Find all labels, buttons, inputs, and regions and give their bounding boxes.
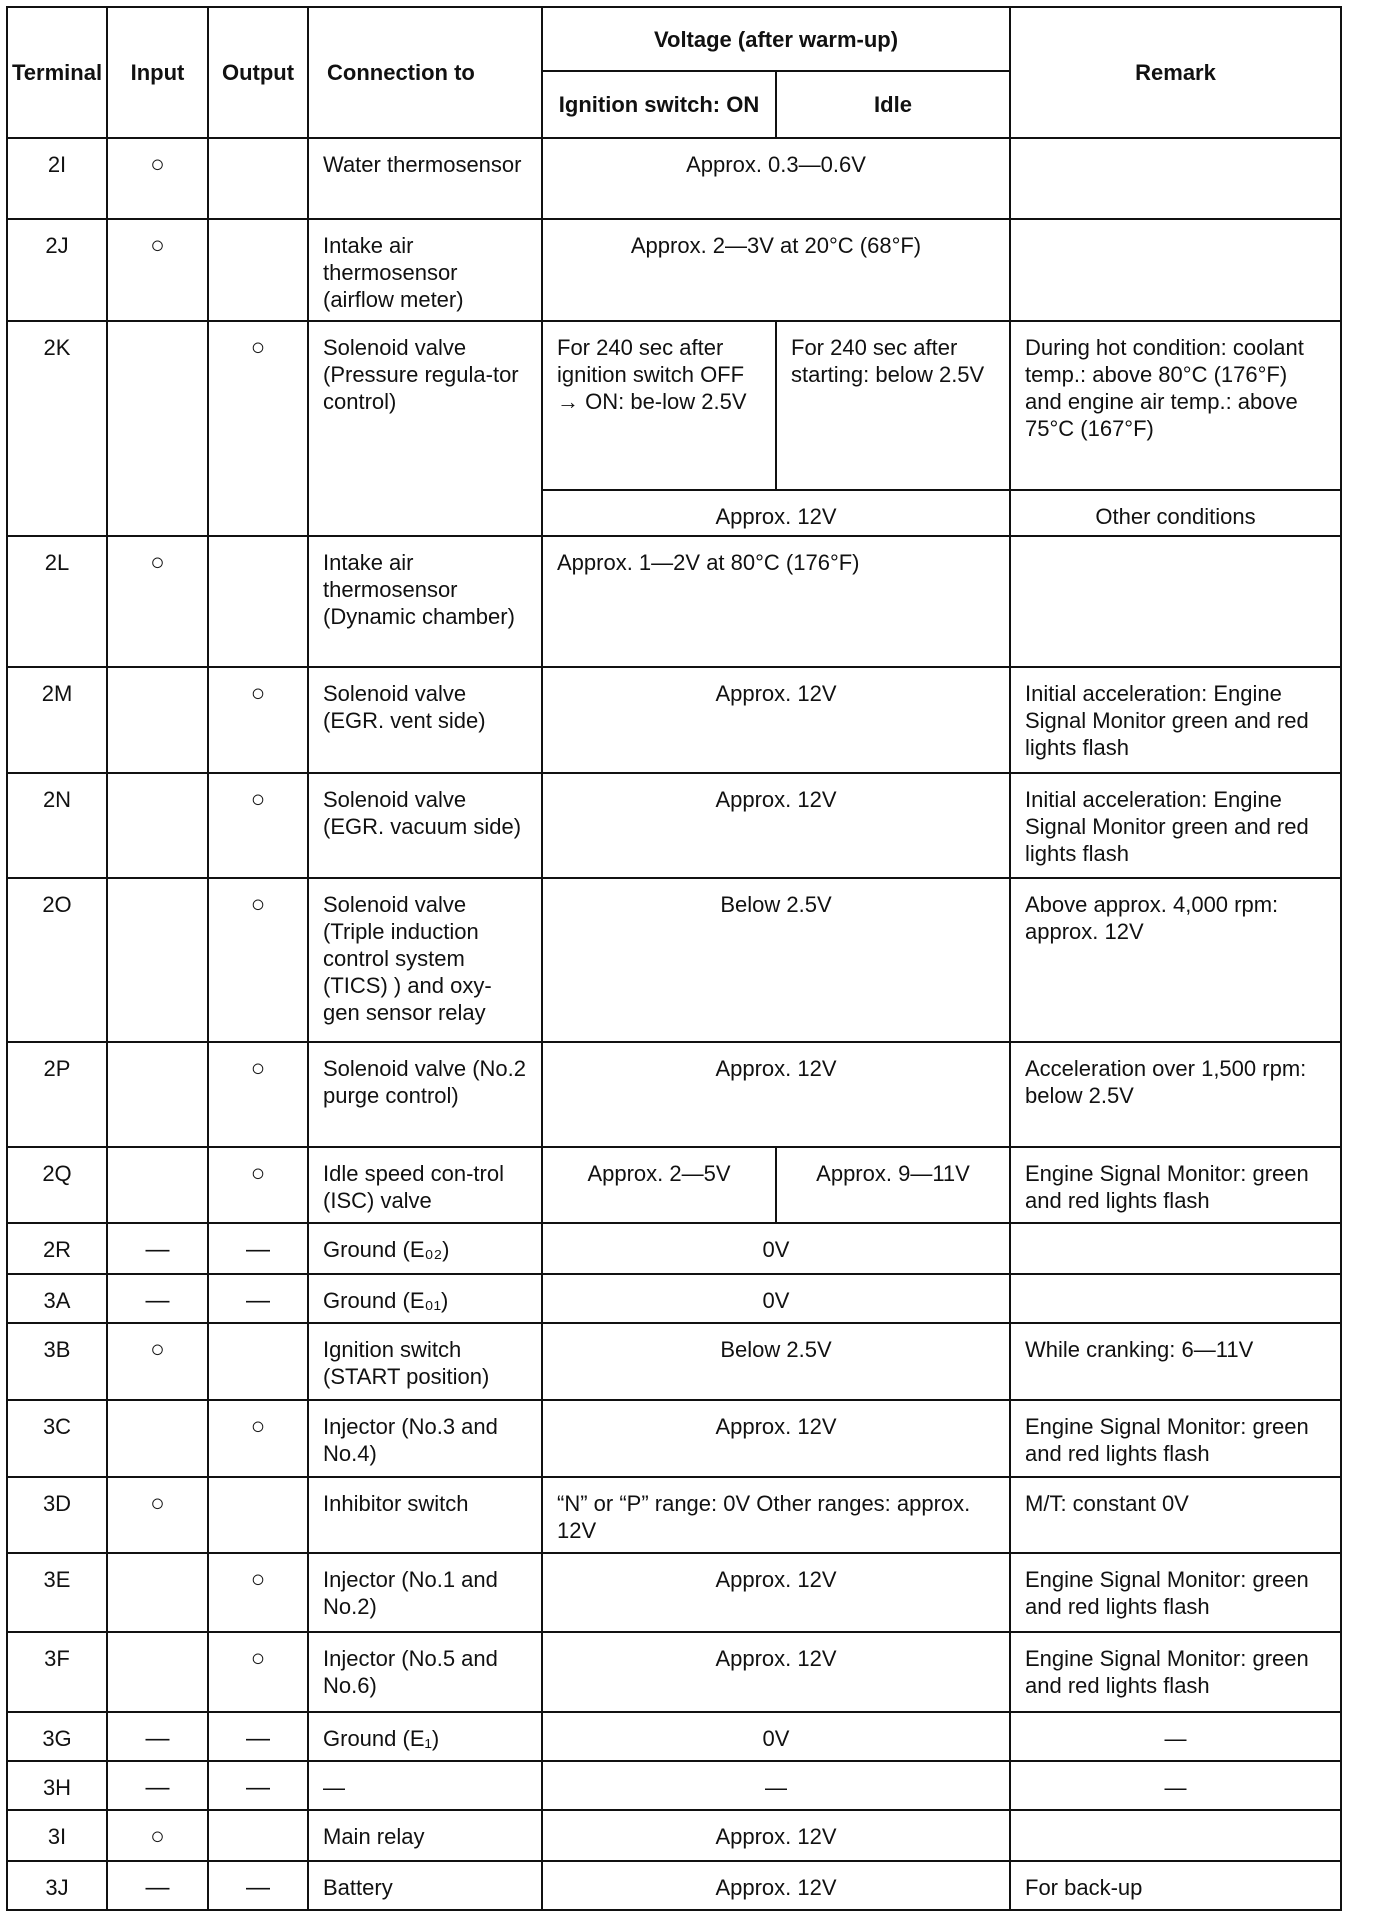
terminal-cell: 3J <box>7 1861 107 1910</box>
input-cell <box>107 667 208 773</box>
output-cell: — <box>208 1712 308 1761</box>
voltage-cell: Approx. 12V <box>542 1861 1010 1910</box>
input-cell: ○ <box>107 219 208 321</box>
connection-cell: — <box>308 1761 542 1810</box>
idle-voltage-cell: Approx. 9—11V <box>776 1147 1010 1223</box>
terminal-cell: 2R <box>7 1223 107 1274</box>
table-body <box>7 138 1341 1910</box>
terminal-voltage-table <box>6 6 1342 1911</box>
table-row <box>7 1761 1341 1810</box>
ignition-voltage-cell: Approx. 2—5V <box>542 1147 776 1223</box>
output-cell: ○ <box>208 878 308 1042</box>
output-cell: — <box>208 1861 308 1910</box>
remark-cell: Engine Signal Monitor: green and red lights flash <box>1010 1147 1341 1223</box>
table-row <box>7 1400 1341 1477</box>
table-row <box>7 1274 1341 1323</box>
header-connection: Connection to <box>308 7 542 138</box>
input-cell <box>107 878 208 1042</box>
connection-cell: Ground (E₀₂) <box>308 1223 542 1274</box>
connection-cell: Solenoid valve (Triple induction control system (TICS) ) and oxy-gen sensor relay <box>308 878 542 1042</box>
connection-cell: Injector (No.5 and No.6) <box>308 1632 542 1712</box>
output-cell <box>208 138 308 219</box>
input-cell: — <box>107 1274 208 1323</box>
header-input: Input <box>107 7 208 138</box>
input-cell: ○ <box>107 138 208 219</box>
table-row <box>7 1042 1341 1147</box>
input-cell <box>107 773 208 878</box>
connection-cell: Solenoid valve (EGR. vacuum side) <box>308 773 542 878</box>
output-cell: ○ <box>208 1553 308 1632</box>
output-cell <box>208 1477 308 1553</box>
header-output: Output <box>208 7 308 138</box>
input-cell <box>107 1042 208 1147</box>
table-row <box>7 878 1341 1042</box>
table-row <box>7 138 1341 219</box>
remark-cell: While cranking: 6—11V <box>1010 1323 1341 1400</box>
input-cell <box>107 1553 208 1632</box>
terminal-cell: 2N <box>7 773 107 878</box>
voltage-cell: 0V <box>542 1223 1010 1274</box>
idle-voltage-cell: For 240 sec after starting: below 2.5V <box>776 321 1010 490</box>
table-row <box>7 1632 1341 1712</box>
input-cell: — <box>107 1761 208 1810</box>
input-cell <box>107 1632 208 1712</box>
input-cell <box>107 321 208 536</box>
terminal-cell: 2P <box>7 1042 107 1147</box>
input-cell: — <box>107 1223 208 1274</box>
voltage-cell: 0V <box>542 1274 1010 1323</box>
connection-cell: Battery <box>308 1861 542 1910</box>
table-row <box>7 1147 1341 1223</box>
terminal-cell: 2O <box>7 878 107 1042</box>
remark-cell: Engine Signal Monitor: green and red lights flash <box>1010 1632 1341 1712</box>
voltage-cell: Approx. 12V <box>542 1042 1010 1147</box>
output-cell <box>208 1323 308 1400</box>
input-cell: — <box>107 1712 208 1761</box>
input-cell: — <box>107 1861 208 1910</box>
voltage-cell: Approx. 12V <box>542 667 1010 773</box>
header-remark: Remark <box>1010 7 1341 138</box>
table-row <box>7 219 1341 321</box>
table-row <box>7 1553 1341 1632</box>
output-cell: ○ <box>208 773 308 878</box>
voltage-cell: — <box>542 1761 1010 1810</box>
terminal-cell: 2I <box>7 138 107 219</box>
output-cell: ○ <box>208 1632 308 1712</box>
terminal-cell: 3G <box>7 1712 107 1761</box>
terminal-cell: 3F <box>7 1632 107 1712</box>
table-row <box>7 321 1341 490</box>
input-cell <box>107 1400 208 1477</box>
connection-cell: Ignition switch (START position) <box>308 1323 542 1400</box>
connection-cell: Injector (No.1 and No.2) <box>308 1553 542 1632</box>
remark-cell: Engine Signal Monitor: green and red lights flash <box>1010 1553 1341 1632</box>
input-cell <box>107 1147 208 1223</box>
output-cell: ○ <box>208 1042 308 1147</box>
output-cell: ○ <box>208 667 308 773</box>
remark-cell: — <box>1010 1712 1341 1761</box>
terminal-cell: 2L <box>7 536 107 667</box>
output-cell: ○ <box>208 1400 308 1477</box>
remark-cell <box>1010 536 1341 667</box>
remark-cell <box>1010 1223 1341 1274</box>
connection-cell: Intake air thermosensor (Dynamic chamber) <box>308 536 542 667</box>
connection-cell: Solenoid valve (EGR. vent side) <box>308 667 542 773</box>
output-cell <box>208 1810 308 1861</box>
remark-cell: Above approx. 4,000 rpm: approx. 12V <box>1010 878 1341 1042</box>
remark-cell: During hot condition: coolant temp.: above 80°C (176°F) and engine air temp.: above 75°C (167°F) <box>1010 321 1341 490</box>
output-cell <box>208 219 308 321</box>
header-ignition: Ignition switch: ON <box>542 71 776 138</box>
voltage-cell: Approx. 12V <box>542 773 1010 878</box>
terminal-cell: 2K <box>7 321 107 536</box>
output-cell: ○ <box>208 1147 308 1223</box>
input-cell: ○ <box>107 1477 208 1553</box>
table-row <box>7 1810 1341 1861</box>
header-terminal: Terminal <box>7 7 107 138</box>
table-row <box>7 1223 1341 1274</box>
voltage-cell: Approx. 12V <box>542 1553 1010 1632</box>
terminal-cell: 2M <box>7 667 107 773</box>
voltage-cell: Approx. 0.3—0.6V <box>542 138 1010 219</box>
remark-cell: — <box>1010 1761 1341 1810</box>
remark-cell: For back-up <box>1010 1861 1341 1910</box>
voltage-cell: “N” or “P” range: 0V Other ranges: approx. 12V <box>542 1477 1010 1553</box>
ignition-voltage-cell: For 240 sec after ignition switch OFF → ON: be-low 2.5V <box>542 321 776 490</box>
remark-cell: Initial acceleration: Engine Signal Monitor green and red lights flash <box>1010 667 1341 773</box>
voltage-cell: Approx. 12V <box>542 1810 1010 1861</box>
terminal-cell: 3E <box>7 1553 107 1632</box>
output-cell: — <box>208 1274 308 1323</box>
connection-cell: Solenoid valve (No.2 purge control) <box>308 1042 542 1147</box>
terminal-cell: 3H <box>7 1761 107 1810</box>
remark-cell <box>1010 138 1341 219</box>
input-cell: ○ <box>107 1810 208 1861</box>
terminal-cell: 3I <box>7 1810 107 1861</box>
voltage-cell: Approx. 12V <box>542 1632 1010 1712</box>
header-voltage: Voltage (after warm-up) <box>542 7 1010 71</box>
table-row <box>7 536 1341 667</box>
table-row <box>7 1712 1341 1761</box>
table-row <box>7 1323 1341 1400</box>
connection-cell: Inhibitor switch <box>308 1477 542 1553</box>
connection-cell: Idle speed con-trol (ISC) valve <box>308 1147 542 1223</box>
connection-cell: Ground (E₁) <box>308 1712 542 1761</box>
voltage-cell: Below 2.5V <box>542 1323 1010 1400</box>
voltage-cell: Approx. 12V <box>542 1400 1010 1477</box>
output-cell: — <box>208 1761 308 1810</box>
connection-cell: Main relay <box>308 1810 542 1861</box>
remark-cell: Engine Signal Monitor: green and red lights flash <box>1010 1400 1341 1477</box>
table-row <box>7 1861 1341 1910</box>
remark-cell <box>1010 219 1341 321</box>
output-cell: ○ <box>208 321 308 536</box>
voltage-cell: Below 2.5V <box>542 878 1010 1042</box>
table-row <box>7 667 1341 773</box>
terminal-cell: 3D <box>7 1477 107 1553</box>
terminal-cell: 2J <box>7 219 107 321</box>
terminal-cell: 3A <box>7 1274 107 1323</box>
remark-cell: Other conditions <box>1010 490 1341 536</box>
remark-cell <box>1010 1274 1341 1323</box>
terminal-cell: 3B <box>7 1323 107 1400</box>
voltage-cell: Approx. 12V <box>542 490 1010 536</box>
remark-cell <box>1010 1810 1341 1861</box>
remark-cell: Acceleration over 1,500 rpm: below 2.5V <box>1010 1042 1341 1147</box>
table-row <box>7 1477 1341 1553</box>
table-row <box>7 773 1341 878</box>
connection-cell: Ground (E₀₁) <box>308 1274 542 1323</box>
connection-cell: Intake air thermosensor (airflow meter) <box>308 219 542 321</box>
voltage-cell: Approx. 2—3V at 20°C (68°F) <box>542 219 1010 321</box>
terminal-cell: 2Q <box>7 1147 107 1223</box>
header-idle: Idle <box>776 71 1010 138</box>
remark-cell: Initial acceleration: Engine Signal Monitor green and red lights flash <box>1010 773 1341 878</box>
connection-cell: Solenoid valve (Pressure regula-tor control) <box>308 321 542 536</box>
connection-cell: Water thermosensor <box>308 138 542 219</box>
voltage-cell: 0V <box>542 1712 1010 1761</box>
remark-cell: M/T: constant 0V <box>1010 1477 1341 1553</box>
output-cell <box>208 536 308 667</box>
input-cell: ○ <box>107 536 208 667</box>
terminal-cell: 3C <box>7 1400 107 1477</box>
output-cell: — <box>208 1223 308 1274</box>
connection-cell: Injector (No.3 and No.4) <box>308 1400 542 1477</box>
input-cell: ○ <box>107 1323 208 1400</box>
voltage-cell: Approx. 1—2V at 80°C (176°F) <box>542 536 1010 667</box>
